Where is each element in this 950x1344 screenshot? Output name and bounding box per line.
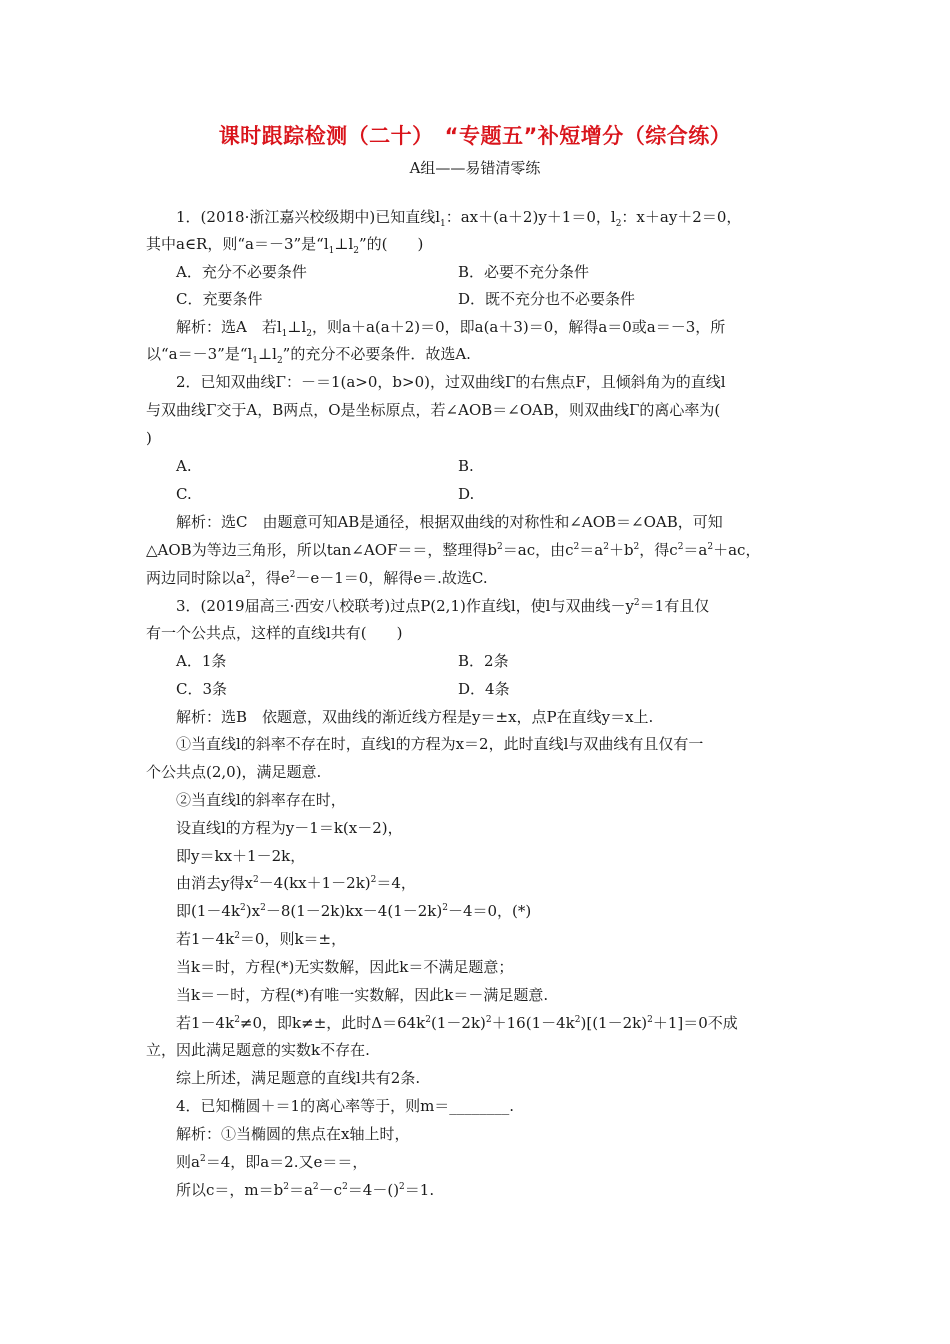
q1-solution-line-2: 以“a＝－3”是“$l_1\perp l_2$”的充分不必要条件．故选A. <box>146 345 471 366</box>
q3-solution-line-11: 当k＝－时，方程(*)有唯一实数解，因此k＝－满足题意. <box>176 986 549 1004</box>
q3-solution-line-4: ②当直线l的斜率存在时， <box>176 791 346 809</box>
q2-stem-line-3: ) <box>146 429 152 447</box>
q3-solution-line-12: 若$1-4k^2\ne 0$，即k≠±，此时$\Delta=64k^2(1-2k)^2+16(1-4k^2)[(1-2k)^2+1]=0$不成 <box>176 1014 738 1032</box>
q1-stem-line-1: 1．(2018·浙江嘉兴校级期中)已知直线$l_1$：ax＋(a＋2)y＋1＝0，$l_2$：x＋ay＋2＝0， <box>176 208 742 229</box>
q2-option-c: C. <box>176 485 192 503</box>
page-title: 课时跟踪检测（二十） “专题五”补短增分（综合练） <box>218 124 732 148</box>
q2-option-a: A. <box>176 457 192 475</box>
q1-option-c: C．充要条件 <box>176 290 263 308</box>
q3-option-a: A．1条 <box>176 652 227 670</box>
q3-stem-line-1: 3．(2019届高三·西安八校联考)过点P(2,1)作直线l，使l与双曲线$-y^2=1$有且仅 <box>176 597 710 615</box>
q1-option-d: D．既不充分也不必要条件 <box>458 290 636 308</box>
section-subtitle: A组——易错清零练 <box>409 159 541 177</box>
q3-solution-line-3: 个公共点(2,0)，满足题意. <box>146 763 322 781</box>
q2-option-b: B. <box>458 457 474 475</box>
q4-solution-line-3: 所以c＝，$m=b^2=a^2-c^2=4-()^2=1$. <box>176 1181 435 1199</box>
q3-solution-line-5: 设直线l的方程为y－1＝k(x－2)， <box>176 819 403 837</box>
q3-option-d: D．4条 <box>458 680 510 698</box>
q2-solution-line-1: 解析：选C 由题意可知AB是通径，根据双曲线的对称性和∠AOB＝∠OAB，可知 <box>176 513 723 531</box>
q4-stem: 4．已知椭圆＋＝1的离心率等于，则m＝________. <box>176 1097 515 1115</box>
q3-option-b: B．2条 <box>458 652 509 670</box>
q3-solution-line-10: 当k＝时，方程(*)无实数解，因此k＝不满足题意； <box>176 958 514 976</box>
q2-stem-line-1: 2．已知双曲线Γ：－＝1(a>0，b>0)，过双曲线Γ的右焦点F，且倾斜角为的直线l <box>176 373 726 391</box>
q2-option-d: D. <box>458 485 475 503</box>
q3-solution-line-2: ①当直线l的斜率不存在时，直线l的方程为x＝2，此时直线l与双曲线有且仅有一 <box>176 735 704 753</box>
q4-solution-line-2: 则$a^2=4$，即a＝2.又e＝＝， <box>176 1153 368 1171</box>
q2-solution-line-3: 两边同时除以$a^2$，得$e^2-e-1=0$，解得e＝.故选C. <box>146 569 488 587</box>
q3-solution-line-1: 解析：选B 依题意，双曲线的渐近线方程是y＝±x，点P在直线y＝x上. <box>176 708 654 726</box>
q2-stem-line-2: 与双曲线Γ交于A，B两点，O是坐标原点，若∠AOB＝∠OAB，则双曲线Γ的离心率为( <box>146 401 721 419</box>
q3-option-c: C．3条 <box>176 680 228 698</box>
q2-solution-line-2: △AOB为等边三角形，所以tan∠AOF＝＝，整理得$b^2=ac$，由$c^2=a^2+b^2$，得$c^2=a^2+ac$， <box>146 541 761 559</box>
q4-solution-line-1: 解析：①当椭圆的焦点在x轴上时， <box>176 1125 410 1143</box>
q3-solution-line-6: 即y＝kx＋1－2k， <box>176 847 306 865</box>
q1-solution-line-1: 解析：选A 若$l_1\perp l_2$，则a＋a(a＋2)＝0，即a(a＋3)＝0，解得a＝0或a＝－3，所 <box>176 318 726 339</box>
q1-stem-line-2: 其中a∈R，则“a＝－3”是“$l_1\perp l_2$”的( ) <box>146 235 424 256</box>
q1-option-b: B．必要不充分条件 <box>458 263 590 281</box>
q3-solution-line-13: 立，因此满足题意的实数k不存在. <box>146 1041 370 1059</box>
q3-stem-line-2: 有一个公共点，这样的直线l共有( ) <box>146 624 403 642</box>
q1-option-a: A．充分不必要条件 <box>176 263 307 281</box>
q3-solution-line-7: 由消去y得$x^2-4(kx+1-2k)^2=4$， <box>176 874 416 892</box>
q3-solution-line-9: 若$1-4k^2=0$，则k＝±， <box>176 930 347 948</box>
q3-solution-line-14: 综上所述，满足题意的直线l共有2条. <box>176 1069 421 1087</box>
q3-solution-line-8: 即$(1-4k^2)x^2-8(1-2k)kx-4(1-2k)^2-4=0$，(*) <box>176 902 532 920</box>
